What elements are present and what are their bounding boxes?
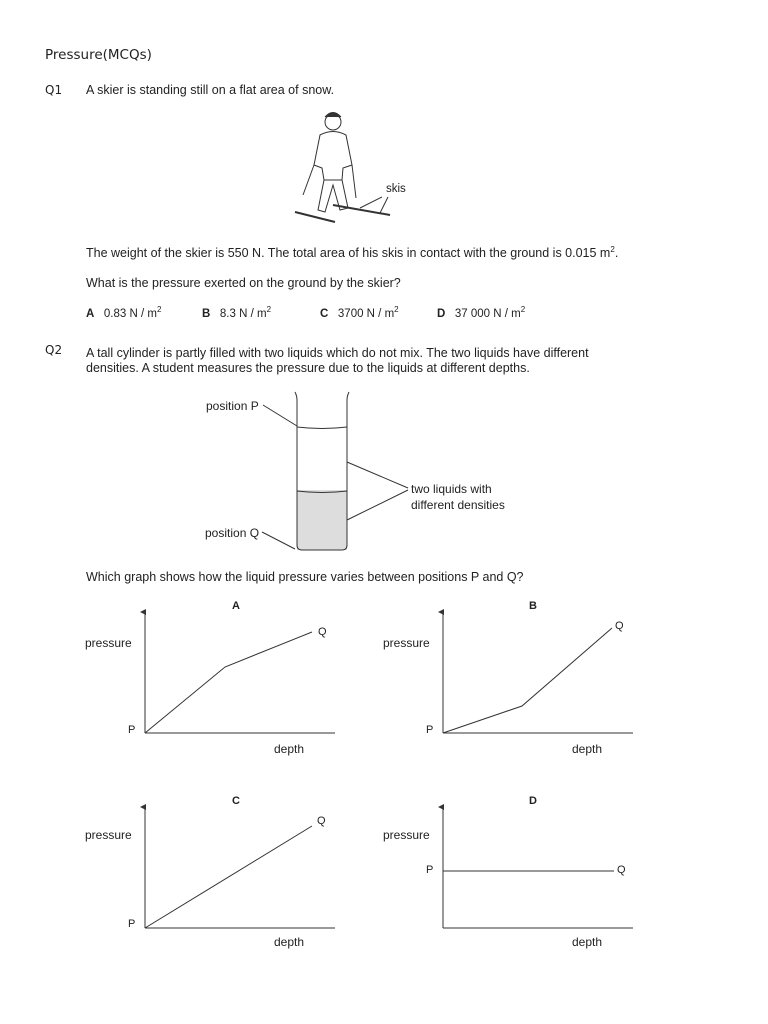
graph-a-axes	[145, 612, 335, 733]
graph-d-q: Q	[617, 864, 626, 876]
graph-b-ylabel: pressure	[383, 636, 430, 650]
graph-b-letter[interactable]: B	[529, 600, 537, 612]
q1-option-c[interactable]: C 3700 N / $m^2$	[320, 305, 399, 320]
liquids-label-1: two liquids with	[411, 482, 492, 496]
page-title: Pressure(MCQs)	[45, 47, 152, 63]
graph-d-letter[interactable]: D	[529, 795, 537, 807]
q2-line2: densities. A student measures the pressure due to the liquids at different depths.	[86, 361, 530, 375]
graph-d-ylabel: pressure	[383, 828, 430, 842]
graph-b-xlabel: depth	[572, 742, 603, 756]
q1-option-d[interactable]: D 37 000 N / $m^2$	[437, 305, 526, 320]
graph-d-p: P	[426, 864, 434, 876]
q2-question: Which graph shows how the liquid pressure varies between positions P and Q?	[86, 570, 524, 584]
graph-d-xlabel: depth	[572, 935, 603, 949]
graph-c-xlabel: depth	[274, 935, 305, 949]
liquids-label-2: different densities	[411, 498, 505, 512]
q1-option-a[interactable]: A 0.83 N / $m^2$	[86, 305, 162, 320]
graph-a-q: Q	[318, 626, 327, 638]
q1-intro: A skier is standing still on a flat area of snow.	[86, 83, 335, 97]
graph-a-ylabel: pressure	[85, 636, 132, 650]
q2-line1: A tall cylinder is partly filled with two liquids which do not mix. The two liquids have different	[86, 346, 589, 360]
q1-option-b[interactable]: B 8.3 N / $m^2$	[202, 305, 272, 320]
graph-c-p: P	[128, 918, 136, 930]
graph-b-p: P	[426, 724, 434, 736]
skier-illustration	[295, 113, 390, 223]
graph-a-p: P	[128, 724, 136, 736]
position-q-label: position Q	[205, 526, 260, 540]
graph-a-line	[145, 632, 312, 733]
q1-stem: The weight of the skier is 550 N. The total area of his skis in contact with the ground is 0.015 $m^2$.	[86, 245, 619, 261]
graph-c-letter[interactable]: C	[232, 795, 240, 807]
q1-number: Q1	[45, 83, 63, 97]
graph-c-ylabel: pressure	[85, 828, 132, 842]
graph-a-xlabel: depth	[274, 742, 305, 756]
skis-label: skis	[386, 183, 406, 195]
graph-b-axes	[443, 612, 633, 733]
graph-a-letter[interactable]: A	[232, 600, 240, 612]
graph-b-line	[443, 628, 612, 733]
graph-c-q: Q	[317, 815, 326, 827]
graph-d-axes	[443, 807, 633, 928]
position-p-label: position P	[206, 399, 259, 413]
graph-c-line	[145, 826, 312, 928]
graph-c-axes	[145, 807, 335, 928]
q1-question: What is the pressure exerted on the ground by the skier?	[86, 276, 401, 290]
graph-b-q: Q	[615, 620, 624, 632]
q2-number: Q2	[45, 343, 63, 357]
cylinder-diagram	[262, 392, 408, 550]
